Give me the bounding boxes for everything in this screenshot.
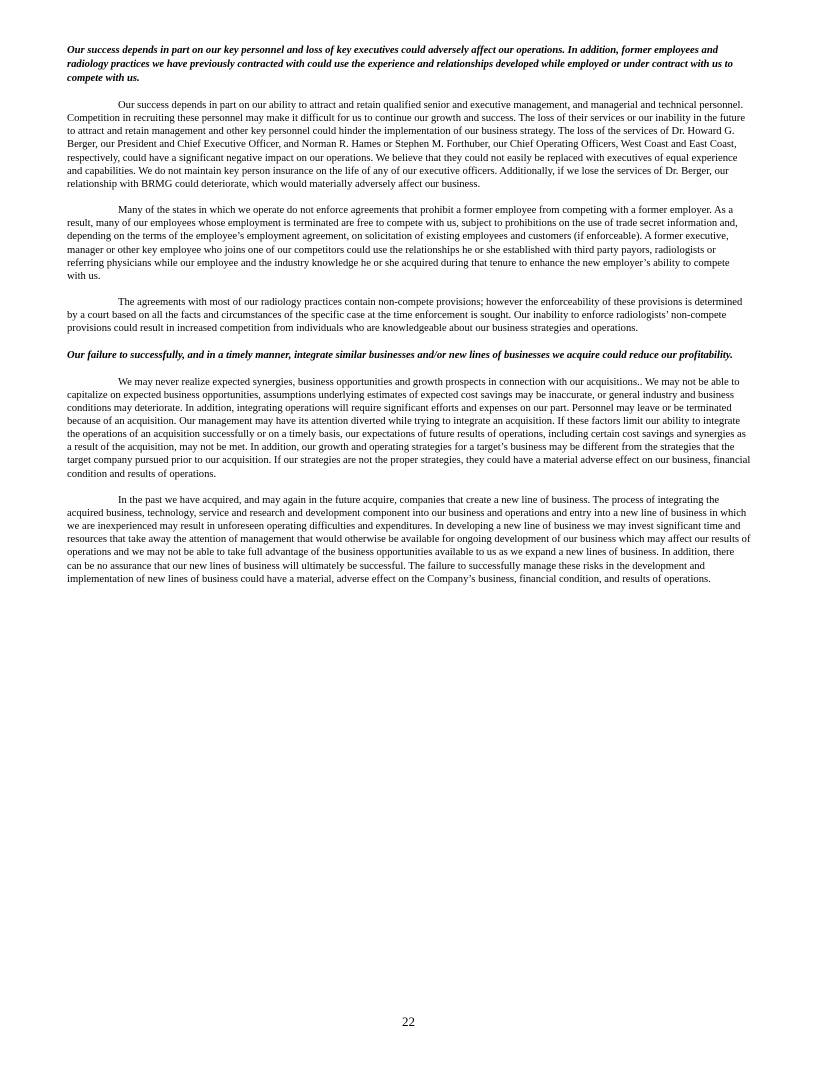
page-number: 22: [402, 1014, 415, 1029]
body-paragraph: The agreements with most of our radiology practices contain non-compete provisions; however the enforceability of these provisions is determined by a court based on all the facts and circumstances of the specific case at the time enforcement is sought. Our inability to enforce radiologists’ non-compete provisions could result in increased competition from individuals who are knowledgeable about our business strategies and operations.: [67, 297, 743, 335]
section-heading: Our success depends in part on our key personnel and loss of key executives could adversely affect our operations. In addition, former employees and radiology practices we have previously contracted with could use the experience and relationships developed while employed or under contract with us to compete with us.: [67, 45, 733, 84]
body-paragraph: Many of the states in which we operate do not enforce agreements that prohibit a former employee from competing with a former employer. As a result, many of our employees whose employment is terminated are free to compete with us, subject to prohibitions on the use of trade secret information and, depending on the terms of the employee’s employment agreement, on solicitation of existing employees and customers (if enforceable). A former executive, manager or other key employee who joins one of our competitors could use the relationships he or she established with third party payors, radiologists or referring physicians while our employee and the industry knowledge he or she acquired during that tenure to enhance the new employer’s ability to compete with us.: [67, 205, 738, 282]
risk-factor-section-integration: [67, 349, 751, 586]
body-paragraph: Our success depends in part on our ability to attract and retain qualified senior and executive management, and managerial and technical personnel. Competition in recruiting these personnel may make it difficult for us to continue our growth and success. The loss of their services or our inability in the future to attract and retain management and other key personnel could hinder the implementation of our business strategy. The loss of the services of Dr. Howard G. Berger, our President and Chief Executive Officer, and Norman R. Hames or Stephen M. Forthuber, our Chief Operating Officers, West Coast and East Coast, respectively, could have a significant negative impact on our operations. We believe that they could not easily be replaced with executives of equal experience and capabilities. We do not maintain key person insurance on the life of any of our executive officers. Additionally, if we lose the services of Dr. Berger, our relationship with BRMG could deteriorate, which would materially adversely affect our business.: [67, 100, 746, 190]
body-paragraph: In the past we have acquired, and may again in the future acquire, companies that create a new line of business. The process of integrating the acquired business, technology, service and research and development component into our business and operations and entry into a new line of business in which we are inexperienced may result in unforeseen operating difficulties and expenditures. In developing a new line of business we may invest significant time and resources that take away the attention of management that would otherwise be available for ongoing development of our business which may affect our results of operations and we may not be able to take full advantage of the business opportunities available to us as we expand a new lines of business. In addition, there can be no assurance that our new lines of business will ultimately be successful. The failure to successfully manage these risks in the development and implementation of new lines of business could have a material, adverse effect on the Company’s business, financial condition, and results of operations.: [67, 494, 751, 585]
body-paragraph: We may never realize expected synergies, business opportunities and growth prospects in connection with our acquisitions.. We may not be able to capitalize on expected business opportunities, assumptions underlying estimates of expected cost savings may be inaccurate, or general industry and business conditions may deteriorate. In addition, integrating operations will require significant efforts and expenses on our part. Personnel may leave or be terminated because of an acquisition. Our management may have its attention diverted while trying to integrate an acquisition. If these factors limit our ability to integrate the operations of an acquisition successfully or on a timely basis, our expectations of future results of operations, including certain cost savings and synergies as a result of the acquisition, may not be met. In addition, our growth and operating strategies for a target’s business may be different from the strategies that the target company pursued prior to our acquisition. If our strategies are not the proper strategies, they could have a material adverse effect on our business, financial condition and results of operations.: [67, 376, 751, 480]
section-heading: Our failure to successfully, and in a timely manner, integrate similar businesses and/or new lines of businesses we acquire could reduce our profitability.: [67, 349, 733, 361]
risk-factor-section-key-personnel: [67, 44, 751, 336]
document-page: [67, 44, 751, 599]
